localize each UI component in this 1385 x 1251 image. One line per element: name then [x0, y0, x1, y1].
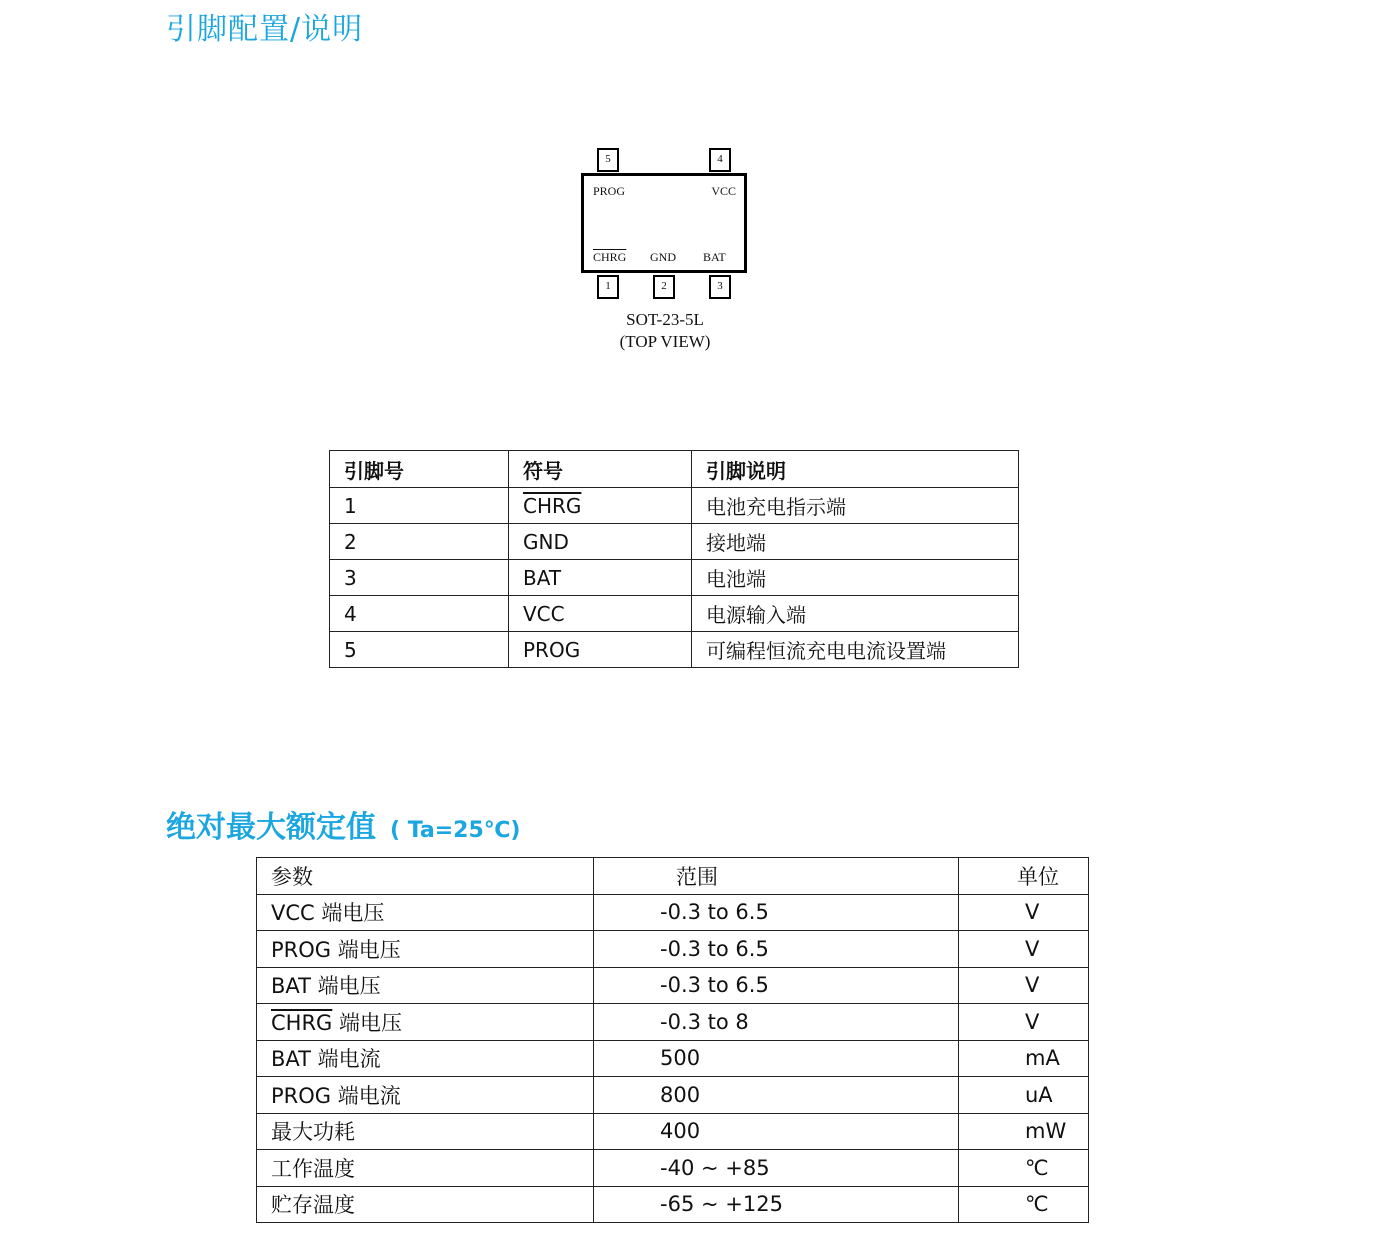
cell-description: 接地端: [692, 524, 1019, 560]
cell-symbol: VCC: [509, 596, 692, 632]
cell-description: 电源输入端: [692, 596, 1019, 632]
table-row: [257, 931, 1089, 968]
label-chrg: CHRG: [593, 250, 627, 264]
table-row: [330, 560, 1019, 596]
chrg-voltage-text: 端电压: [339, 1010, 403, 1035]
table-row: [257, 1004, 1089, 1041]
cell-unit: ℃: [959, 1150, 1089, 1187]
table-row: [257, 894, 1089, 931]
cell-unit: V: [959, 894, 1089, 931]
table-row: [257, 1150, 1089, 1187]
cell-range: -40 ~ +85: [594, 1150, 959, 1187]
cell-range: -65 ~ +125: [594, 1186, 959, 1223]
table-row: [257, 1040, 1089, 1077]
header-symbol: 符号: [509, 451, 692, 488]
pin-4: 4: [709, 148, 731, 172]
cell-parameter: PROG 端电压: [257, 931, 594, 968]
cell-parameter: 贮存温度: [257, 1186, 594, 1223]
table-row: [330, 596, 1019, 632]
cell-range: 400: [594, 1113, 959, 1150]
label-vcc: VCC: [711, 184, 736, 198]
rating-table: [256, 857, 1089, 1223]
table-row: [257, 967, 1089, 1004]
label-bat: BAT: [703, 250, 726, 264]
header-unit: 单位: [959, 858, 1089, 895]
label-prog: PROG: [593, 184, 626, 198]
table-header-row: [330, 451, 1019, 488]
chrg-symbol: CHRG: [271, 1010, 333, 1035]
cell-pin: 3: [330, 560, 509, 596]
table-row: [330, 488, 1019, 524]
pin-5: 5: [597, 148, 619, 172]
cell-symbol: PROG: [509, 632, 692, 668]
cell-description: 电池充电指示端: [692, 488, 1019, 524]
package-diagram: [581, 153, 747, 292]
table-row: [330, 524, 1019, 560]
package-name: SOT-23-5L: [626, 310, 704, 329]
table-row: [257, 1113, 1089, 1150]
cell-symbol: CHRG: [509, 488, 692, 524]
label-gnd: GND: [650, 250, 676, 264]
cell-unit: V: [959, 967, 1089, 1004]
pin-2: 2: [653, 275, 675, 299]
cell-range: -0.3 to 8: [594, 1004, 959, 1041]
header-pin-number: 引脚号: [330, 451, 509, 488]
cell-parameter: BAT 端电流: [257, 1040, 594, 1077]
table-row: [257, 1077, 1089, 1114]
section-title-text: 绝对最大额定值: [166, 810, 376, 845]
package-view: (TOP VIEW): [619, 332, 711, 351]
pin-config-title: 引脚配置/说明: [166, 12, 364, 47]
cell-pin: 5: [330, 632, 509, 668]
table-header-row: [257, 858, 1089, 895]
header-parameter: 参数: [257, 858, 594, 895]
cell-range: -0.3 to 6.5: [594, 931, 959, 968]
table-row: [257, 1186, 1089, 1223]
cell-parameter: 工作温度: [257, 1150, 594, 1187]
pin-3: 3: [709, 275, 731, 299]
cell-description: 电池端: [692, 560, 1019, 596]
header-description: 引脚说明: [692, 451, 1019, 488]
cell-unit: mW: [959, 1113, 1089, 1150]
cell-unit: V: [959, 1004, 1089, 1041]
cell-parameter: PROG 端电流: [257, 1077, 594, 1114]
condition-text: ( Ta=25℃): [390, 818, 521, 843]
cell-range: 500: [594, 1040, 959, 1077]
cell-parameter: BAT 端电压: [257, 967, 594, 1004]
pin-1: 1: [597, 275, 619, 299]
cell-symbol: GND: [509, 524, 692, 560]
cell-unit: V: [959, 931, 1089, 968]
absolute-max-ratings-title: [166, 802, 520, 846]
cell-description: 可编程恒流充电电流设置端: [692, 632, 1019, 668]
table-row: [330, 632, 1019, 668]
pin-table: [329, 450, 1019, 668]
cell-symbol: BAT: [509, 560, 692, 596]
cell-parameter: [257, 1004, 594, 1041]
header-range: 范围: [594, 858, 959, 895]
package-body: [581, 173, 747, 273]
cell-range: 800: [594, 1077, 959, 1114]
cell-unit: ℃: [959, 1186, 1089, 1223]
cell-range: -0.3 to 6.5: [594, 894, 959, 931]
cell-pin: 1: [330, 488, 509, 524]
cell-unit: uA: [959, 1077, 1089, 1114]
cell-range: -0.3 to 6.5: [594, 967, 959, 1004]
cell-pin: 4: [330, 596, 509, 632]
cell-parameter: 最大功耗: [257, 1113, 594, 1150]
cell-pin: 2: [330, 524, 509, 560]
cell-parameter: VCC 端电压: [257, 894, 594, 931]
cell-unit: mA: [959, 1040, 1089, 1077]
